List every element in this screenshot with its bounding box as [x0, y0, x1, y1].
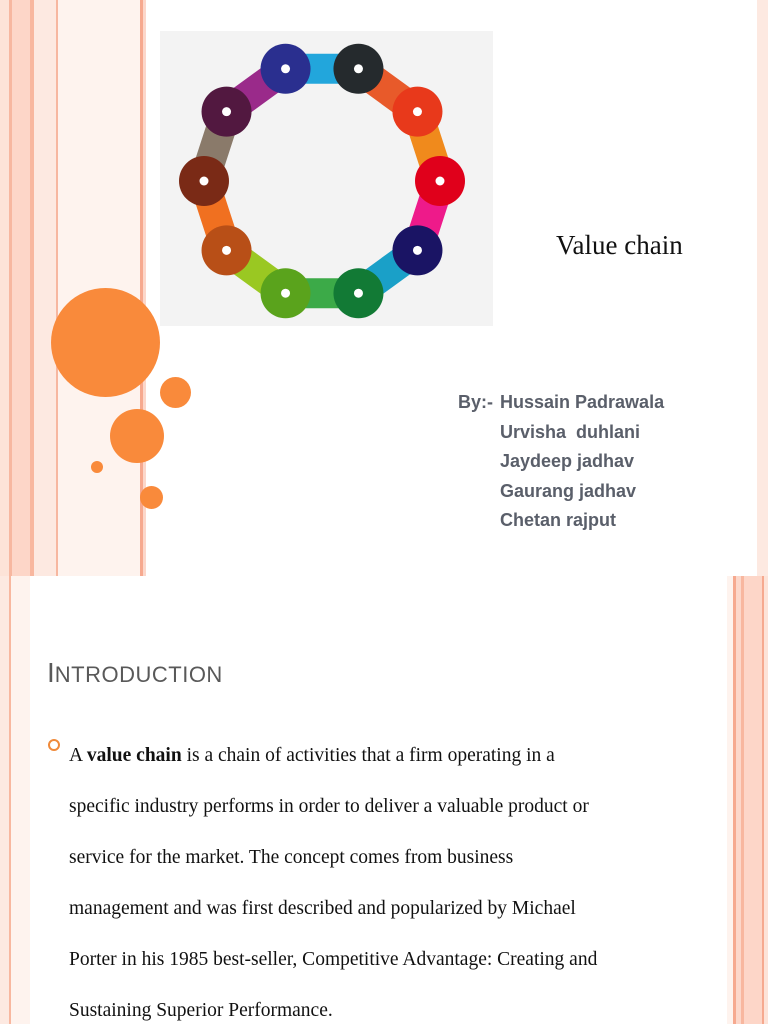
decorative-stripe: [0, 576, 9, 1024]
authors-prefix: By:-: [458, 392, 493, 412]
bicycle-chain-icon: [160, 31, 493, 326]
decorative-stripe: [11, 576, 30, 1024]
paragraph-line: [69, 730, 709, 781]
paragraph-line: specific industry performs in order to deliver a valuable product or: [69, 796, 589, 817]
author-name: Urvisha duhlani: [500, 421, 641, 442]
circle-bullet-icon: [48, 739, 60, 751]
decorative-stripe: [764, 576, 768, 1024]
decorative-stripe: [744, 576, 762, 1024]
paragraph-line: Sustaining Superior Performance.: [69, 1000, 333, 1021]
decorative-circle: [91, 461, 103, 473]
chain-image: [160, 31, 493, 326]
text-run: is a chain of activities that a firm operating in a: [181, 745, 555, 766]
author-name: Hussain Padrawala: [500, 392, 665, 412]
decorative-stripe: [0, 0, 9, 576]
decorative-circle-large: [51, 288, 160, 397]
chain-pin-hole: [222, 246, 231, 255]
author-row: [458, 388, 664, 418]
author-name: Gaurang jadhav: [500, 480, 637, 501]
decorative-stripe: [34, 0, 56, 576]
chain-pin-hole: [436, 177, 445, 186]
chain-pin-hole: [281, 289, 290, 298]
decorative-circle: [110, 409, 164, 463]
decorative-circle: [160, 377, 191, 408]
chain-pin-hole: [200, 177, 209, 186]
decorative-circle: [140, 486, 163, 509]
slide-title: Value chain: [556, 230, 683, 260]
chain-pin-hole: [413, 246, 422, 255]
chain-pin-hole: [354, 64, 363, 73]
chain-pin-hole: [222, 107, 231, 116]
paragraph-line: Porter in his 1985 best-seller, Competitive Advantage: Creating and: [69, 949, 598, 970]
heading-rest: NTRODUCTION: [54, 662, 223, 687]
paragraph-line: service for the market. The concept comes from business: [69, 847, 514, 868]
paragraph-line: management and was first described and popularized by Michael: [69, 898, 576, 919]
author-name: Jaydeep jadhav: [500, 451, 635, 471]
decorative-stripe: [757, 0, 768, 576]
decorative-stripe: [12, 0, 30, 576]
bullet-paragraph: [69, 730, 709, 1036]
chain-pin-hole: [281, 64, 290, 73]
heading-initial: I: [47, 657, 55, 688]
text-run: A: [69, 745, 87, 766]
bold-term: value chain: [86, 745, 182, 766]
chain-pin-hole: [354, 289, 363, 298]
author-list: [458, 388, 664, 536]
author-name: Chetan rajput: [500, 510, 617, 530]
section-heading: [47, 657, 223, 689]
chain-pin-hole: [413, 107, 422, 116]
